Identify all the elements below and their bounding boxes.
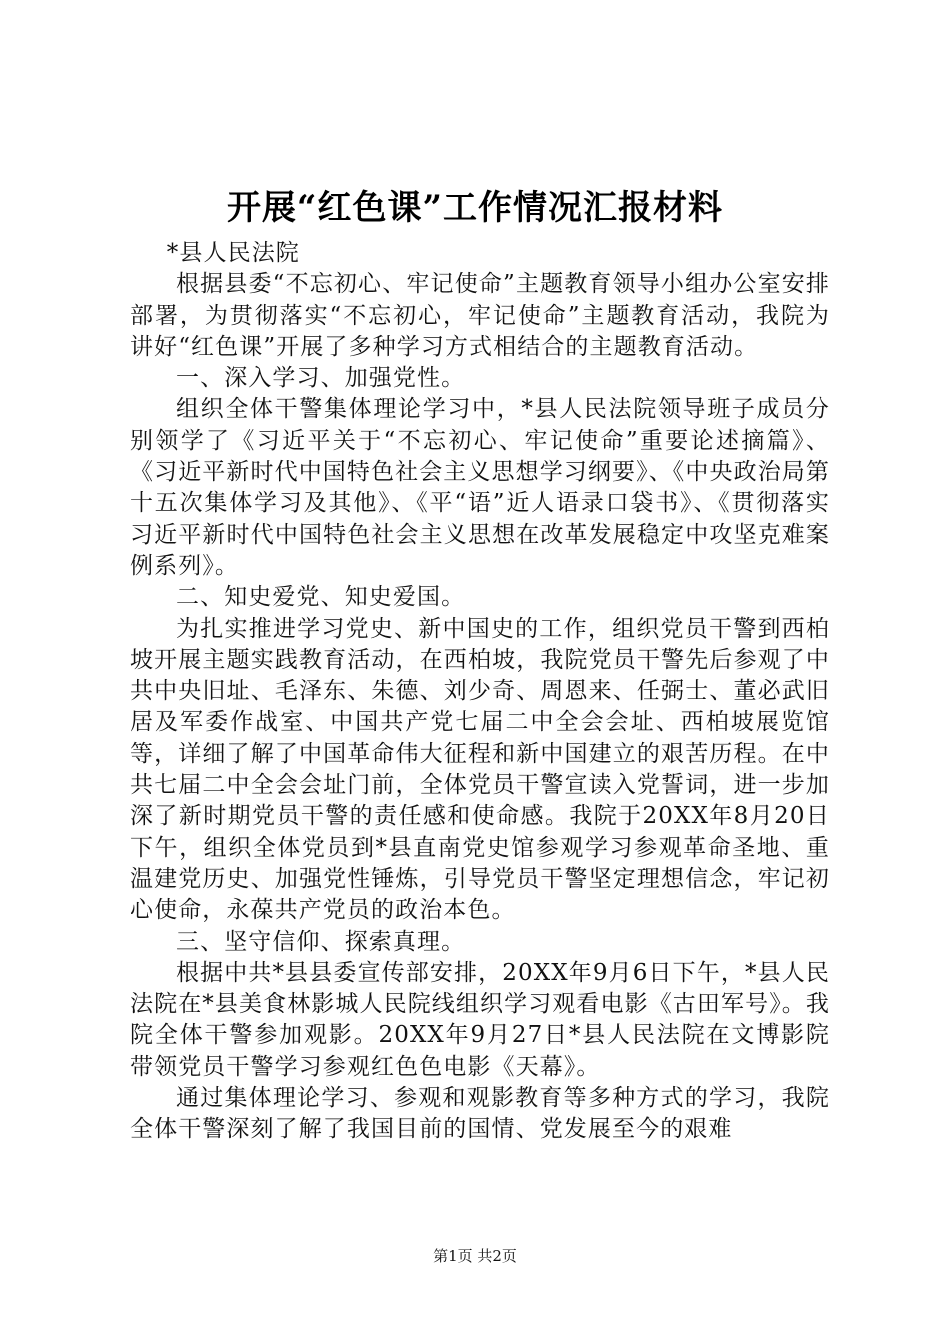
page-footer: 第1页 共2页 bbox=[433, 1247, 517, 1265]
author-line: *县人民法院 bbox=[166, 240, 300, 266]
intro-paragraph: 根据县委“不忘初心、牢记使命”主题教育领导小组办公室安排部署，为贯彻落实“不忘初心，牢记使命”主题教育活动，我院为讲好“红色课”开展了多种学习方式相结合的主题教育活动。 bbox=[130, 271, 830, 360]
section-3-paragraph: 根据中共*县县委宣传部安排，20XX年9月6日下午，*县人民法院在*县美食林影城人民院线组织学习观看电影《古田军号》。我院全体干警参加观影。20XX年9月27日*县人民法院在文博影院带领党员干警学习参观红色色电影《天幕》。 bbox=[130, 959, 830, 1080]
section-heading-2: 二、知史爱党、知史爱国。 bbox=[176, 584, 466, 611]
summary-paragraph: 通过集体理论学习、参观和观影教育等多种方式的学习，我院全体干警深刻了解了我国目前的国情、党发展至今的艰难 bbox=[130, 1085, 830, 1143]
document-body bbox=[130, 238, 830, 1146]
document-title: 开展“红色课”工作情况汇报材料 bbox=[226, 188, 724, 228]
section-2-paragraph: 为扎实推进学习党史、新中国史的工作，组织党员干警到西柏坡开展主题实践教育活动，在西柏坡，我院党员干警先后参观了中共中央旧址、毛泽东、朱德、刘少奇、周恩来、任弼士、董必武旧居及军委作战室、中国共产党七届二中全会会址、西柏坡展览馆等，详细了解了中国革命伟大征程和新中国建立的艰苦历程。在中共七届二中全会会址门前，全体党员干警宣读入党誓词，进一步加深了新时期党员干警的责任感和使命感。我院于20XX年8月20日下午，组织全体党员到*县直南党史馆参观学习参观革命圣地、重温建党历史、加强党性锤炼，引导党员干警坚定理想信念，牢记初心使命，永葆共产党员的政治本色。 bbox=[130, 615, 830, 924]
section-heading-3: 三、坚守信仰、探索真理。 bbox=[176, 928, 466, 955]
section-heading-1: 一、深入学习、加强党性。 bbox=[176, 365, 466, 392]
section-1-paragraph: 组织全体干警集体理论学习中，*县人民法院领导班子成员分别领学了《习近平关于“不忘初心、牢记使命”重要论述摘篇》、《习近平新时代中国特色社会主义思想学习纲要》、《中央政治局第十五次集体学习及其他》、《平“语”近人语录口袋书》、《贯彻落实习近平新时代中国特色社会主义思想在改革发展稳定中攻坚克难案例系列》。 bbox=[130, 396, 830, 579]
